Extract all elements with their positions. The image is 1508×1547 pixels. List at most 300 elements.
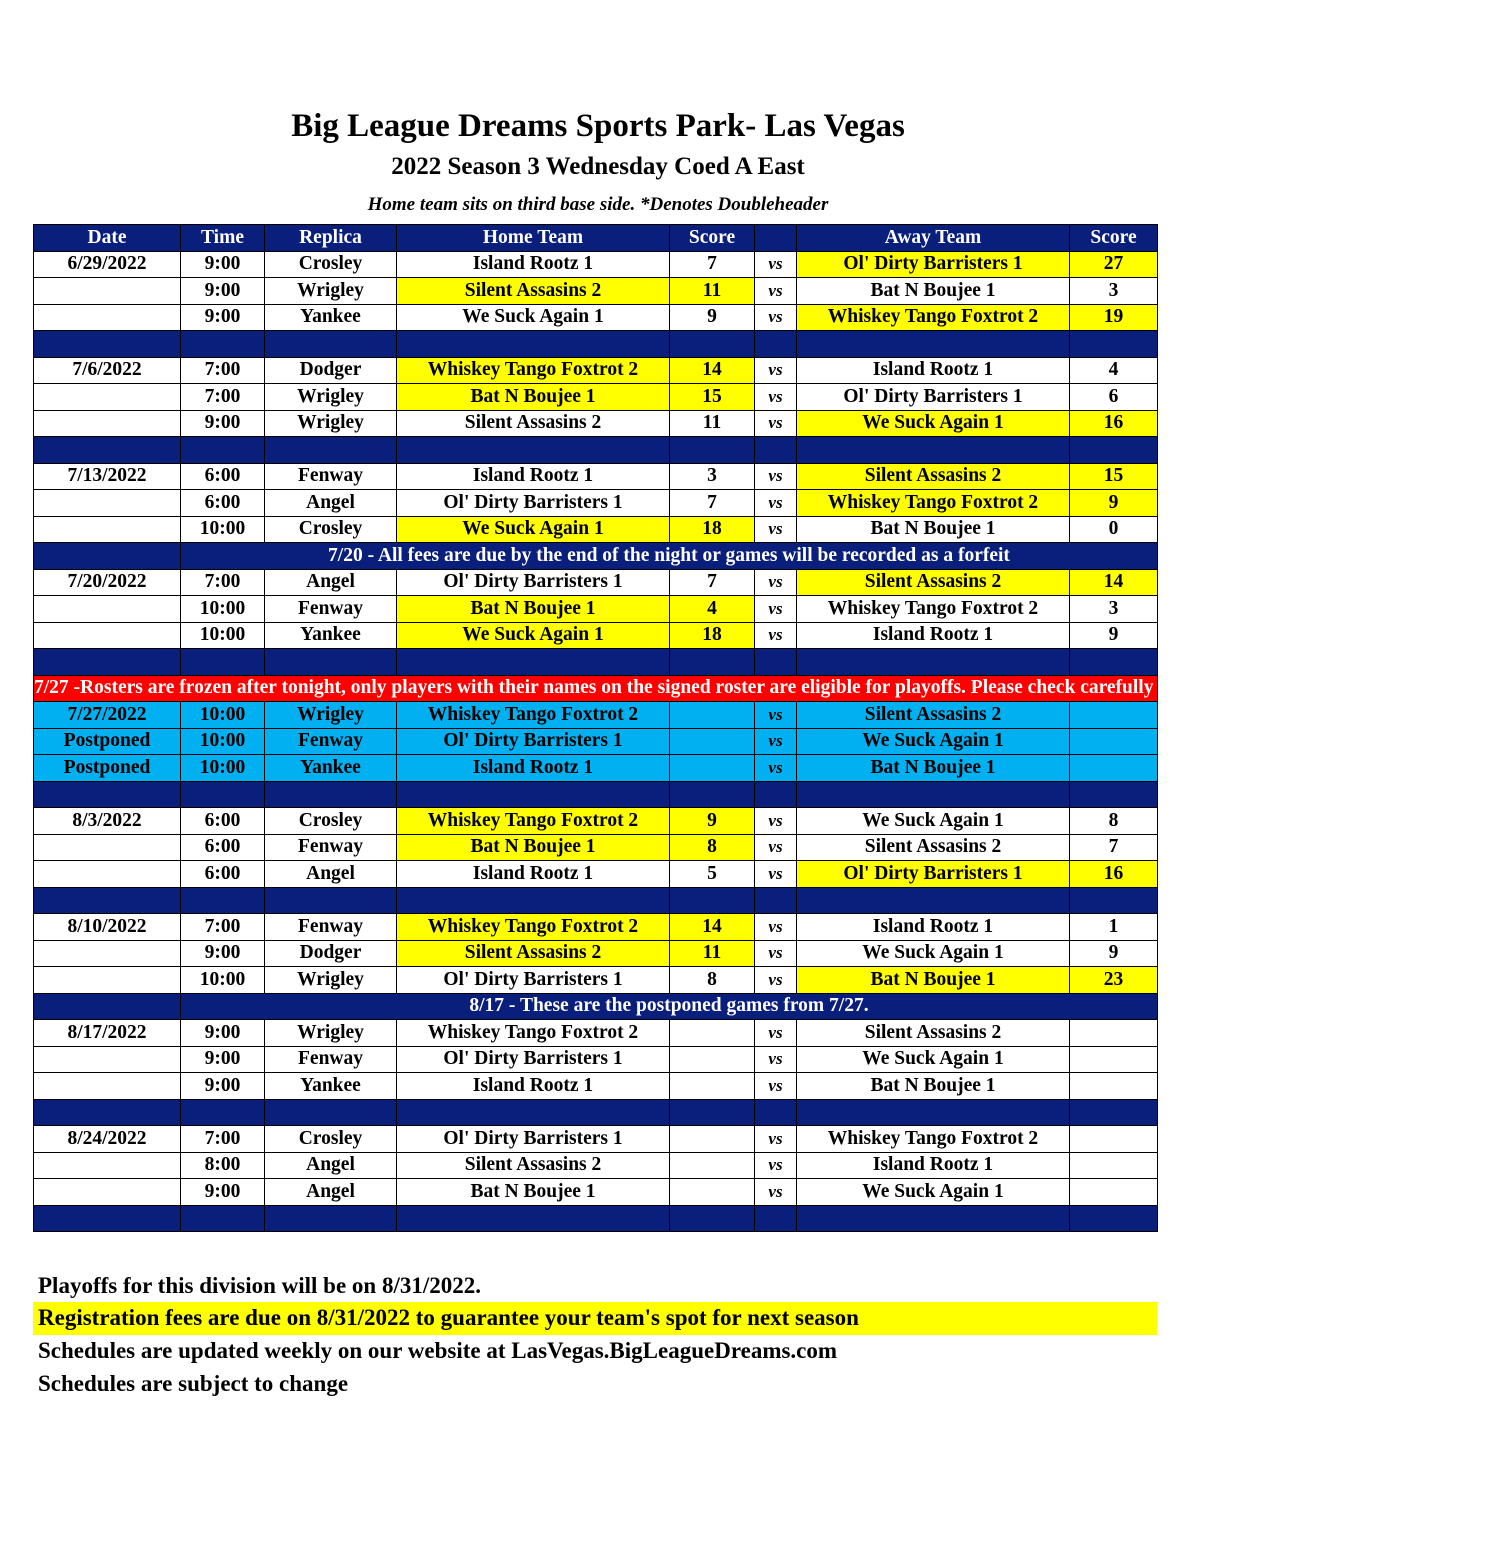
game-row [34,490,1158,517]
home-score: 5 [670,861,755,888]
spacer-row [34,1205,1158,1232]
away-score: 8 [1070,808,1158,835]
game-time: 10:00 [181,516,265,543]
game-replica: Fenway [265,914,397,941]
spacer-cell [670,1205,755,1232]
vs-label: vs [755,834,797,861]
vs-label: vs [755,728,797,755]
vs-label: vs [755,755,797,782]
game-time: 10:00 [181,755,265,782]
vs-label: vs [755,384,797,411]
home-team: Island Rootz 1 [397,251,670,278]
game-row [34,304,1158,331]
vs-label: vs [755,940,797,967]
game-row [34,569,1158,596]
away-team: Bat N Boujee 1 [797,516,1070,543]
game-row [34,410,1158,437]
home-score: 14 [670,914,755,941]
game-row [34,808,1158,835]
away-team: Ol' Dirty Barristers 1 [797,861,1070,888]
game-time: 6:00 [181,834,265,861]
game-replica: Angel [265,569,397,596]
spacer-cell [181,887,265,914]
game-row [34,1152,1158,1179]
away-score: 23 [1070,967,1158,994]
game-replica: Wrigley [265,1020,397,1047]
schedule-body [34,251,1508,1232]
game-date [34,834,181,861]
vs-label: vs [755,1126,797,1153]
away-team: Whiskey Tango Foxtrot 2 [797,1126,1070,1153]
game-time: 9:00 [181,1179,265,1206]
game-date [34,967,181,994]
game-time: 10:00 [181,967,265,994]
home-team: Island Rootz 1 [397,861,670,888]
away-score: 16 [1070,861,1158,888]
home-score: 15 [670,384,755,411]
home-score: 11 [670,278,755,305]
away-team: Island Rootz 1 [797,914,1070,941]
spacer-cell [797,1099,1070,1126]
away-team: We Suck Again 1 [797,410,1070,437]
away-score [1070,1073,1158,1100]
game-replica: Yankee [265,622,397,649]
home-score: 9 [670,304,755,331]
notice-row [34,543,1158,570]
game-time: 7:00 [181,384,265,411]
game-date: 7/20/2022 [34,569,181,596]
game-date [34,622,181,649]
away-score: 9 [1070,490,1158,517]
game-date: 8/17/2022 [34,1020,181,1047]
home-team: Whiskey Tango Foxtrot 2 [397,808,670,835]
spacer-cell [797,1205,1070,1232]
vs-label: vs [755,569,797,596]
vs-label: vs [755,1020,797,1047]
header-row [34,225,1158,252]
game-row [34,834,1158,861]
spacer-cell [1070,1205,1158,1232]
away-score: 15 [1070,463,1158,490]
vs-label: vs [755,1152,797,1179]
game-row [34,967,1158,994]
spacer-row [34,781,1158,808]
game-date [34,1073,181,1100]
game-date: Postponed [34,728,181,755]
game-replica: Crosley [265,516,397,543]
game-replica: Yankee [265,304,397,331]
away-team: Silent Assasins 2 [797,463,1070,490]
game-date [34,384,181,411]
game-row [34,940,1158,967]
home-team: Ol' Dirty Barristers 1 [397,569,670,596]
vs-label: vs [755,304,797,331]
game-time: 6:00 [181,808,265,835]
away-score: 3 [1070,596,1158,623]
spacer-cell [181,1205,265,1232]
spacer-row [34,887,1158,914]
spacer-cell [1070,887,1158,914]
home-score: 7 [670,490,755,517]
vs-label: vs [755,463,797,490]
spacer-cell [397,1099,670,1126]
spacer-cell [1070,331,1158,358]
game-time: 7:00 [181,569,265,596]
spacer-cell [755,1205,797,1232]
home-team: Whiskey Tango Foxtrot 2 [397,1020,670,1047]
home-score [670,728,755,755]
home-score [670,755,755,782]
game-row [34,861,1158,888]
vs-label: vs [755,410,797,437]
spacer-cell [397,887,670,914]
game-time: 8:00 [181,1152,265,1179]
home-score: 7 [670,251,755,278]
home-team: Bat N Boujee 1 [397,384,670,411]
game-time: 9:00 [181,251,265,278]
spacer-cell [755,437,797,464]
game-row [34,278,1158,305]
game-replica: Angel [265,1152,397,1179]
game-date [34,1179,181,1206]
game-time: 9:00 [181,1073,265,1100]
spacer-cell [397,331,670,358]
game-replica: Angel [265,1179,397,1206]
spacer-cell [797,781,1070,808]
away-score: 1 [1070,914,1158,941]
home-team-note: Home team sits on third base side. *Denotes Doubleheader [367,194,829,215]
away-team: Whiskey Tango Foxtrot 2 [797,490,1070,517]
game-row [34,1046,1158,1073]
postponed-game-row [34,702,1158,729]
home-team: Island Rootz 1 [397,755,670,782]
game-replica: Fenway [265,463,397,490]
game-replica: Angel [265,861,397,888]
game-time: 10:00 [181,702,265,729]
notice-text: 8/17 - These are the postponed games from 7/27. [181,993,1158,1020]
spacer-cell [397,1205,670,1232]
game-time: 9:00 [181,1046,265,1073]
vs-label: vs [755,490,797,517]
game-replica: Fenway [265,728,397,755]
col-date: Date [34,225,181,252]
away-score: 27 [1070,251,1158,278]
game-replica: Fenway [265,834,397,861]
spacer-cell [265,437,397,464]
game-time: 9:00 [181,304,265,331]
away-score: 6 [1070,384,1158,411]
spacer-cell [181,649,265,676]
game-date [34,410,181,437]
home-team: Ol' Dirty Barristers 1 [397,1046,670,1073]
home-team: Ol' Dirty Barristers 1 [397,728,670,755]
home-team: Island Rootz 1 [397,463,670,490]
game-date [34,1046,181,1073]
vs-label: vs [755,596,797,623]
schedule-table [33,224,1508,1232]
away-team: We Suck Again 1 [797,808,1070,835]
home-score [670,1046,755,1073]
game-date: 6/29/2022 [34,251,181,278]
game-date [34,278,181,305]
spacer-cell [34,1099,181,1126]
game-row [34,1179,1158,1206]
home-score: 7 [670,569,755,596]
spacer-cell [181,331,265,358]
game-row [34,384,1158,411]
spacer-cell [34,649,181,676]
away-score [1070,1020,1158,1047]
col-time: Time [181,225,265,252]
game-replica: Wrigley [265,702,397,729]
game-time: 9:00 [181,1020,265,1047]
away-team: Island Rootz 1 [797,1152,1070,1179]
spacer-cell [34,781,181,808]
spacer-cell [265,649,397,676]
col-vs [755,225,797,252]
game-date: 7/6/2022 [34,357,181,384]
spacer-cell [265,331,397,358]
spacer-cell [670,331,755,358]
spacer-cell [265,1205,397,1232]
spacer-row [34,1099,1158,1126]
spacer-cell [397,781,670,808]
away-team: Silent Assasins 2 [797,569,1070,596]
spacer-cell [797,649,1070,676]
spacer-cell [181,437,265,464]
home-team: Bat N Boujee 1 [397,596,670,623]
game-date: 7/27/2022 [34,702,181,729]
away-score: 7 [1070,834,1158,861]
spacer-cell [797,887,1070,914]
notice-text: 7/20 - All fees are due by the end of the night or games will be recorded as a forfeit [181,543,1158,570]
notice-row [34,993,1158,1020]
spacer-cell [1070,437,1158,464]
spacer-cell [34,1205,181,1232]
home-score: 8 [670,834,755,861]
away-team: Whiskey Tango Foxtrot 2 [797,596,1070,623]
spacer-cell [34,331,181,358]
game-date [34,304,181,331]
home-score: 9 [670,808,755,835]
game-date: 8/24/2022 [34,1126,181,1153]
game-row [34,1126,1158,1153]
away-team: Bat N Boujee 1 [797,278,1070,305]
game-replica: Crosley [265,1126,397,1153]
banner-spacer-cell [34,543,181,570]
vs-label: vs [755,967,797,994]
home-score: 8 [670,967,755,994]
home-score [670,1126,755,1153]
game-replica: Dodger [265,357,397,384]
subject-to-change-note: Schedules are subject to change [38,1371,349,1396]
game-replica: Wrigley [265,384,397,411]
page-title: Big League Dreams Sports Park- Las Vegas [291,108,905,144]
home-team: We Suck Again 1 [397,304,670,331]
vs-label: vs [755,1073,797,1100]
spacer-cell [755,1099,797,1126]
home-score: 18 [670,622,755,649]
game-replica: Crosley [265,251,397,278]
away-score [1070,1046,1158,1073]
game-row [34,357,1158,384]
vs-label: vs [755,1046,797,1073]
vs-label: vs [755,808,797,835]
home-team: We Suck Again 1 [397,516,670,543]
vs-label: vs [755,1179,797,1206]
away-team: Bat N Boujee 1 [797,1073,1070,1100]
game-row [34,622,1158,649]
registration-note: Registration fees are due on 8/31/2022 to guarantee your team's spot for next season [38,1305,859,1330]
away-team: We Suck Again 1 [797,728,1070,755]
spacer-cell [670,887,755,914]
spacer-cell [755,781,797,808]
away-score [1070,755,1158,782]
roster-notice-text: 7/27 -Rosters are frozen after tonight, only players with their names on the signed roster are eligible for playoffs. Please check carefully as changes will not be made for omissions. [34,675,1158,702]
home-score: 3 [670,463,755,490]
game-date [34,1152,181,1179]
spacer-cell [670,649,755,676]
home-team: Ol' Dirty Barristers 1 [397,1126,670,1153]
spacer-cell [397,437,670,464]
vs-label: vs [755,914,797,941]
vs-label: vs [755,278,797,305]
spacer-cell [797,331,1070,358]
home-team: Silent Assasins 2 [397,278,670,305]
game-row [34,914,1158,941]
spacer-cell [670,781,755,808]
vs-label: vs [755,251,797,278]
game-date: 8/3/2022 [34,808,181,835]
game-row [34,1073,1158,1100]
home-score [670,702,755,729]
home-score: 4 [670,596,755,623]
game-row [34,463,1158,490]
game-row [34,251,1158,278]
spacer-cell [1070,781,1158,808]
away-score: 0 [1070,516,1158,543]
away-team: Silent Assasins 2 [797,702,1070,729]
spacer-cell [34,887,181,914]
game-date [34,516,181,543]
away-team: Island Rootz 1 [797,622,1070,649]
home-team: Ol' Dirty Barristers 1 [397,490,670,517]
playoffs-note: Playoffs for this division will be on 8/31/2022. [38,1273,482,1298]
home-team: Bat N Boujee 1 [397,1179,670,1206]
away-score: 4 [1070,357,1158,384]
game-replica: Angel [265,490,397,517]
away-team: We Suck Again 1 [797,1179,1070,1206]
away-score: 14 [1070,569,1158,596]
game-date [34,596,181,623]
spacer-row [34,331,1158,358]
vs-label: vs [755,861,797,888]
game-row [34,596,1158,623]
away-team: We Suck Again 1 [797,940,1070,967]
away-team: We Suck Again 1 [797,1046,1070,1073]
col-replica: Replica [265,225,397,252]
col-away-score: Score [1070,225,1158,252]
away-score: 3 [1070,278,1158,305]
game-time: 7:00 [181,1126,265,1153]
game-date [34,940,181,967]
home-score [670,1073,755,1100]
banner-spacer-cell [34,993,181,1020]
away-score: 9 [1070,940,1158,967]
spacer-cell [670,1099,755,1126]
game-replica: Fenway [265,596,397,623]
game-replica: Wrigley [265,410,397,437]
home-team: Whiskey Tango Foxtrot 2 [397,702,670,729]
spacer-row [34,437,1158,464]
away-score [1070,1179,1158,1206]
spacer-cell [181,781,265,808]
game-time: 6:00 [181,463,265,490]
away-score: 9 [1070,622,1158,649]
game-replica: Yankee [265,1073,397,1100]
away-team: Island Rootz 1 [797,357,1070,384]
game-date: 8/10/2022 [34,914,181,941]
roster-notice-row [34,675,1158,702]
col-home-score: Score [670,225,755,252]
away-team: Silent Assasins 2 [797,834,1070,861]
game-time: 6:00 [181,861,265,888]
spacer-cell [670,437,755,464]
spacer-cell [265,781,397,808]
away-score [1070,1152,1158,1179]
game-replica: Dodger [265,940,397,967]
away-score [1070,1126,1158,1153]
game-date [34,490,181,517]
vs-label: vs [755,516,797,543]
game-row [34,1020,1158,1047]
postponed-game-row [34,728,1158,755]
away-team: Bat N Boujee 1 [797,755,1070,782]
game-time: 10:00 [181,622,265,649]
home-team: Ol' Dirty Barristers 1 [397,967,670,994]
spacer-cell [34,437,181,464]
home-team: We Suck Again 1 [397,622,670,649]
game-time: 10:00 [181,596,265,623]
home-team: Island Rootz 1 [397,1073,670,1100]
page-subtitle: 2022 Season 3 Wednesday Coed A East [391,153,805,180]
away-team: Ol' Dirty Barristers 1 [797,384,1070,411]
home-team: Bat N Boujee 1 [397,834,670,861]
away-score [1070,702,1158,729]
game-time: 7:00 [181,914,265,941]
spacer-cell [755,887,797,914]
game-replica: Wrigley [265,278,397,305]
away-score: 19 [1070,304,1158,331]
postponed-game-row [34,755,1158,782]
game-time: 9:00 [181,278,265,305]
spacer-cell [1070,1099,1158,1126]
spacer-cell [797,437,1070,464]
home-team: Whiskey Tango Foxtrot 2 [397,914,670,941]
away-team: Ol' Dirty Barristers 1 [797,251,1070,278]
home-score [670,1179,755,1206]
game-replica: Yankee [265,755,397,782]
home-score: 18 [670,516,755,543]
home-team: Silent Assasins 2 [397,1152,670,1179]
away-team: Silent Assasins 2 [797,1020,1070,1047]
game-time: 10:00 [181,728,265,755]
home-score [670,1020,755,1047]
game-date: 7/13/2022 [34,463,181,490]
home-team: Whiskey Tango Foxtrot 2 [397,357,670,384]
vs-label: vs [755,702,797,729]
game-replica: Wrigley [265,967,397,994]
